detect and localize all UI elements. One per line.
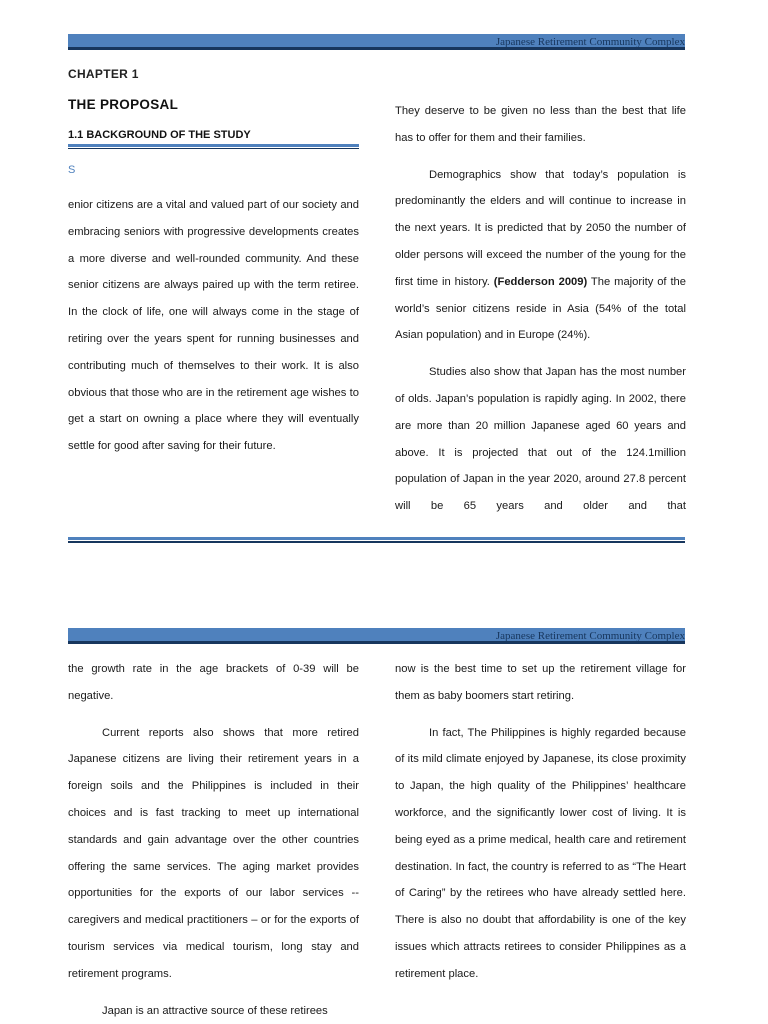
chapter-label: CHAPTER 1 (68, 67, 139, 81)
header-title: Japanese Retirement Community Complex (495, 630, 685, 642)
body-paragraph: the growth rate in the age brackets of 0-39 will be negative. (68, 663, 359, 702)
section-heading: 1.1 BACKGROUND OF THE STUDY (68, 128, 359, 147)
right-column (395, 98, 686, 530)
proposal-title: THE PROPOSAL (68, 97, 179, 112)
left-column (68, 656, 359, 1024)
body-paragraph: enior citizens are a vital and valued part of our society and embracing seniors with progressive developments creates a more diverse and well-rounded community. And these senior citizens are always paired up with the term retiree. In the clock of life, one will always come in the stage of retiring over the years spent for running businesses and contributing much of themselves to their work. It is also obvious that those who are in the retirement age wishes to get a start on owning a place where they will eventually settle for good after saving for their future. (68, 199, 359, 453)
citation: (Fedderson 2009) (493, 275, 588, 288)
body-paragraph: now is the best time to set up the retirement village for them as baby boomers start retiring. (395, 663, 686, 702)
page-header-bar (68, 628, 685, 644)
body-paragraph: In fact, The Philippines is highly regarded because of its mild climate enjoyed by Japanese, its close proximity to Japan, the high quality of the Philippines’ healthcare workforce, and the significantly lower cost of living. It is being eyed as a prime medical, health care and retirement destination. In fact, the country is referred to as “The Heart of Caring” by the retirees who have already settled here. There is also no doubt that affordability is one of the key issues which attracts retirees to consider Philippines as a retirement place. (395, 726, 686, 980)
body-paragraph: Studies also show that Japan has the most number of olds. Japan’s population is rapidly aging. In 2002, there are more than 20 million Japanese aged 60 years and above. It is projected that out of the 124.1million population of Japan in the year 2020, around 27.8 percent will be 65 years and older and that (395, 366, 686, 513)
right-column (395, 656, 686, 998)
body-paragraph (395, 162, 686, 350)
body-paragraph: Japan is an attractive source of these retirees (102, 1004, 328, 1017)
paragraph-text: The majority of the world’s senior citizens reside in Asia (54% of the total Asian population) and in Europe (24%). (395, 275, 687, 342)
body-paragraph: Current reports also shows that more retired Japanese citizens are living their retirement years in a foreign soils and the Philippines is included in their choices and is fast tracking to meet up international standards and gain advantage over the other countries offering the same services. The aging market provides opportunities for the exports of our labor services -- caregivers and medical practitioners – or for the exports of tourism services via medical tourism, long stay and retirement programs. (68, 726, 359, 980)
body-paragraph: They deserve to be given no less than the best that life has to offer for them and their families. (395, 105, 686, 144)
page-header-bar (68, 34, 685, 50)
paragraph-text: Demographics show that today’s population is predominantly the elders and will continue to increase in the next years. It is predicted that by 2050 the number of older persons will exceed the number of the young for the first time in history. (395, 168, 686, 288)
page-footer-bar (68, 537, 685, 543)
dropcap-letter: S (68, 164, 76, 176)
document-page-2 (0, 585, 768, 1024)
left-column (68, 66, 359, 470)
header-title: Japanese Retirement Community Complex (495, 36, 685, 48)
